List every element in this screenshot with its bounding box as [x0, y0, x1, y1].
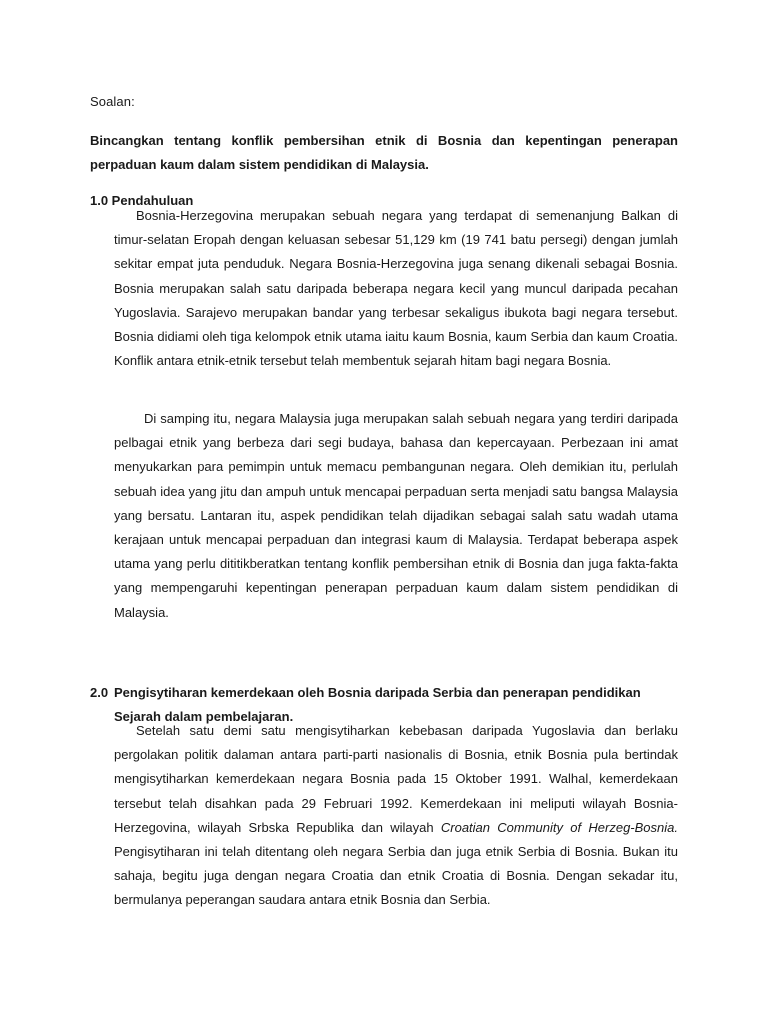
section-2-heading-line-2: Sejarah dalam pembelajaran. [114, 709, 294, 724]
question-label: Soalan: [90, 94, 135, 109]
section-2-heading-line-1: Pengisytiharan kemerdekaan oleh Bosnia daripada Serbia dan penerapan pendidikan [114, 685, 641, 700]
section-2-paragraph-part-1: Setelah satu demi satu mengisytiharkan kebebasan daripada Yugoslavia dan berlaku pergolakan politik dalaman antara parti-parti nasionalis di Bosnia, etnik Bosnia pula bertindak mengisytiharkan kemerdekaan negara Bosnia pada 15 Oktober 1991. Walhal, kemerdekaan tersebut telah disahkan pada 29 Februari 1992. Kemerdekaan ini meliputi wilayah Bosnia-Herzegovina, wilayah Srbska Republika dan wilayah [114, 723, 678, 835]
section-1-paragraph-2 [114, 407, 678, 625]
section-1-paragraph-2-text: Di samping itu, negara Malaysia juga merupakan salah sebuah negara yang terdiri daripada pelbagai etnik yang berbeza dari segi budaya, bahasa dan kepercayaan. Perbezaan ini amat menyukarkan para pemimpin untuk memacu pembangunan negara. Oleh demikian itu, perlulah sebuah idea yang jitu dan ampuh untuk mencapai perpaduan serta menjadi satu bangsa Malaysia yang bersatu. Lantaran itu, aspek pendidikan telah dijadikan sebagai salah satu wadah utama kerajaan untuk mencapai perpaduan dan integrasi kaum di Malaysia. Terdapat beberapa aspek utama yang perlu dititikberatkan tentang konflik pembersihan etnik di Bosnia dan juga fakta-fakta yang mempengaruhi kepentingan penerapan perpaduan kaum dalam sistem pendidikan di Malaysia. [114, 411, 678, 620]
section-1-heading: 1.0 Pendahuluan [90, 193, 194, 208]
section-1-paragraph-1-text: Bosnia-Herzegovina merupakan sebuah negara yang terdapat di semenanjung Balkan di timur-selatan Eropah dengan keluasan sebesar 51,129 km (19 741 batu persegi) dengan jumlah sekitar empat juta penduduk. Negara Bosnia-Herzegovina juga senang dikenali sebagai Bosnia. Bosnia merupakan salah satu daripada beberapa negara kecil yang muncul daripada pecahan Yugoslavia. Sarajevo merupakan bandar yang terbesar sekaligus ibukota bagi negara tersebut. Bosnia didiami oleh tiga kelompok etnik utama iaitu kaum Bosnia, kaum Serbia dan kaum Croatia. Konflik antara etnik-etnik tersebut telah membentuk sejarah hitam bagi negara Bosnia. [114, 208, 678, 369]
question-text: Bincangkan tentang konflik pembersihan etnik di Bosnia dan kepentingan penerapan perpaduan kaum dalam sistem pendidikan di Malaysia. [90, 133, 678, 172]
section-2-paragraph-italic: Croatian Community of Herzeg-Bosnia. [440, 819, 678, 835]
section-2-number: 2.0 [90, 685, 109, 700]
section-2-paragraph [114, 719, 678, 913]
section-1-paragraph-1 [114, 204, 678, 373]
section-2-paragraph-part-2: Pengisytiharan ini telah ditentang oleh negara Serbia dan juga etnik Serbia di Bosnia. Bukan itu sahaja, begitu juga dengan negara Croatia dan etnik Croatia di Bosnia. Dengan sekadar itu, bermulanya peperangan saudara antara etnik Bosnia dan Serbia. [114, 844, 678, 908]
